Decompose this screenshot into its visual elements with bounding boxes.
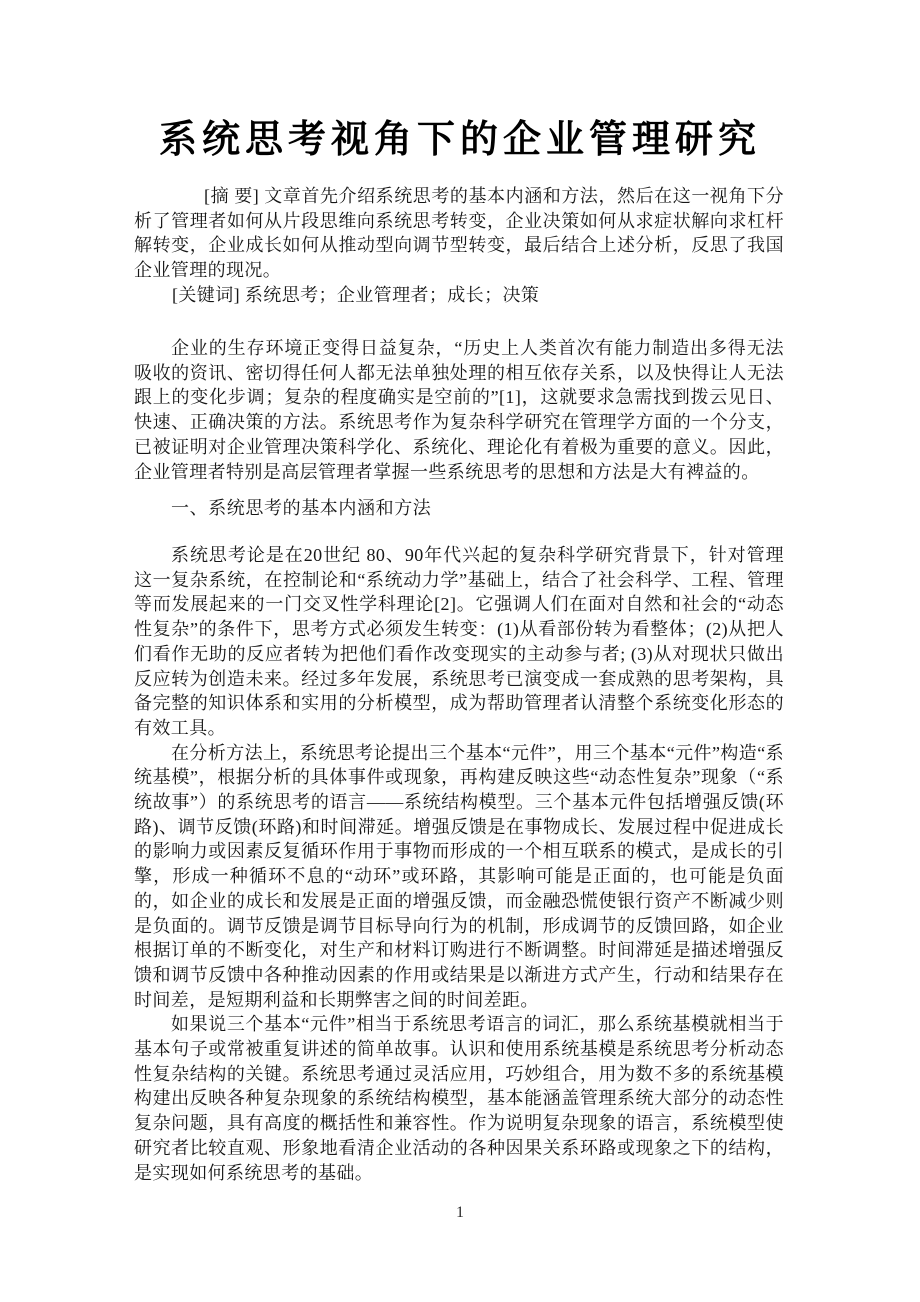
body-paragraph: 系统思考论是在20世纪 80、90年代兴起的复杂科学研究背景下，针对管理这一复杂系统，在控制论和“系统动力学”基础上，结合了社会科学、工程、管理等而发展起来的一门交叉性学科理论[2]。它强调人们在面对自然和社会的“动态性复杂”的条件下，思考方式必须发生转变：(1)从看部份转为看整体；(2)从把人们看作无助的反应者转为把他们看作改变现实的主动参与者; (3)从对现状只做出反应转为创造未来。经过多年发展，系统思考已演变成一套成熟的思考架构，具备完整的知识体系和实用的分析模型，成为帮助管理者认清整个系统变化形态的有效工具。 <box>134 545 784 738</box>
keywords-line: [关键词] 系统思考；企业管理者；成长；决策 <box>172 284 540 305</box>
introduction-block <box>134 336 784 484</box>
page-number: 1 <box>456 1204 464 1221</box>
section-heading-block <box>134 494 784 520</box>
body-paragraph: 如果说三个基本“元件”相当于系统思考语言的词汇，那么系统基模就相当于基本句子或常被重复讲述的简单故事。认识和使用系统基模是系统思考分析动态性复杂结构的关键。系统思考通过灵活应用，巧妙组合，用为数不多的系统基模构建出反映各种复杂现象的系统结构模型，基本能涵盖管理系统大部分的动态性复杂问题，具有高度的概括性和兼容性。作为说明复杂现象的语言，系统模型使研究者比较直观、形象地看清企业活动的各种因果关系环路或现象之下的结构，是实现如何系统思考的基础。 <box>134 1014 784 1183</box>
section-heading: 一、系统思考的基本内涵和方法 <box>171 498 432 518</box>
front-matter <box>134 184 784 308</box>
section-body <box>134 543 784 1185</box>
document-title: 系统思考视角下的企业管理研究 <box>158 119 761 161</box>
body-paragraph: 在分析方法上，系统思考论提出三个基本“元件”，用三个基本“元件”构造“系统基模”，根据分析的具体事件或现象，再构建反映这些“动态性复杂”现象（“系统故事”）的系统思考的语言——系统结构模型。三个基本元件包括增强反馈(环路)、调节反馈(环路)和时间滞延。增强反馈是在事物成长、发展过程中促进成长的影响力或因素反复循环作用于事物而形成的一个相互联系的模式，是成长的引擎，形成一种循环不息的“动环”或环路，其影响可能是正面的，也可能是负面的，如企业的成长和发展是正面的增强反馈，而金融恐慌使银行资产不断减少则是负面的。调节反馈是调节目标导向行为的机制，形成调节的反馈回路，如企业根据订单的不断变化，对生产和材料订购进行不断调整。时间滞延是描述增强反馈和调节反馈中各种推动因素的作用或结果是以渐进方式产生，行动和结果存在时间差，是短期利益和长期弊害之间的时间差距。 <box>134 742 784 1010</box>
abstract-paragraph: [摘 要] 文章首先介绍系统思考的基本内涵和方法，然后在这一视角下分析了管理者如何从片段思维向系统思考转变，企业决策如何从求症状解向求杠杆解转变，企业成长如何从推动型向调节型转变，最后结合上述分析，反思了我国企业管理的现况。 <box>134 186 784 281</box>
intro-paragraph: 企业的生存环境正变得日益复杂，“历史上人类首次有能力制造出多得无法吸收的资讯、密切得任何人都无法单独处理的相互依存关系，以及快得让人无法跟上的变化步调；复杂的程度确实是空前的”[1]，这就要求急需找到拨云见日、快速、正确决策的方法。系统思考作为复杂科学研究在管理学方面的一个分支，已被证明对企业管理决策科学化、系统化、理论化有着极为重要的意义。因此，企业管理者特别是高层管理者掌握一些系统思考的思想和方法是大有裨益的。 <box>134 338 784 482</box>
